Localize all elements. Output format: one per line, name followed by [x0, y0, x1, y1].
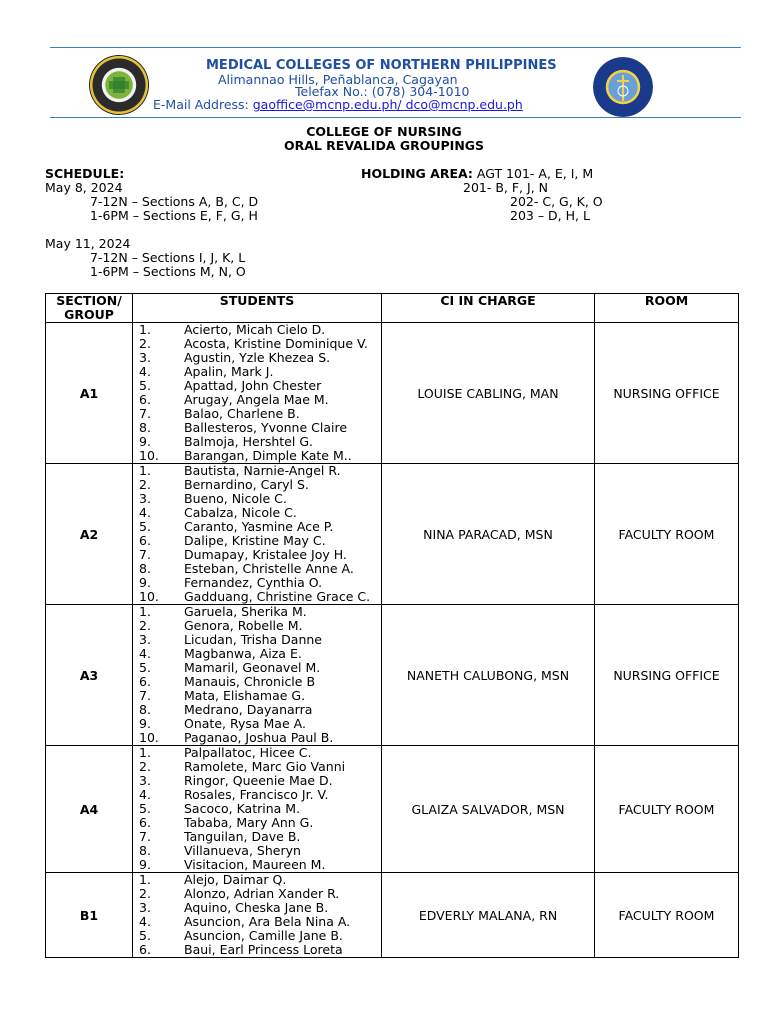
student-number: 5.	[139, 801, 151, 816]
student-name: Bernardino, Caryl S.	[184, 477, 309, 492]
student-list-item	[133, 435, 381, 449]
table-row	[46, 323, 739, 464]
student-list-item	[133, 576, 381, 590]
students-cell	[133, 323, 382, 464]
student-number: 6.	[139, 392, 151, 407]
student-number: 5.	[139, 660, 151, 675]
student-number: 4.	[139, 505, 151, 520]
student-name: Manauis, Chronicle B	[184, 674, 316, 689]
header-section-group: SECTION/ GROUP	[46, 294, 133, 323]
header-room: ROOM	[595, 294, 739, 323]
student-list-item	[133, 365, 381, 379]
schedule-date-1-am: 7-12N – Sections A, B, C, D	[90, 194, 259, 209]
student-name: Rosales, Francisco Jr. V.	[184, 787, 329, 802]
student-list-item	[133, 520, 381, 534]
table-row	[46, 464, 739, 605]
student-name: Acosta, Kristine Dominique V.	[184, 336, 368, 351]
student-number: 9.	[139, 716, 151, 731]
room-cell: FACULTY ROOM	[595, 746, 739, 873]
student-list-item	[133, 605, 381, 619]
student-list-item	[133, 323, 381, 337]
student-number: 1.	[139, 745, 151, 760]
student-list-item	[133, 379, 381, 393]
room-cell: NURSING OFFICE	[595, 323, 739, 464]
student-number: 9.	[139, 857, 151, 872]
student-list-item	[133, 844, 381, 858]
student-list-item	[133, 887, 381, 901]
school-address: Alimannao Hills, Peñablanca, Cagayan	[218, 72, 458, 87]
ci-in-charge-cell: NANETH CALUBONG, MSN	[382, 605, 595, 746]
student-name: Ringor, Queenie Mae D.	[184, 773, 333, 788]
student-list-item	[133, 421, 381, 435]
student-list-item	[133, 929, 381, 943]
student-number: 7.	[139, 406, 151, 421]
student-name: Mata, Elishamae G.	[184, 688, 306, 703]
student-list-item	[133, 830, 381, 844]
student-name: Ramolete, Marc Gio Vanni	[184, 759, 346, 774]
student-name: Apalin, Mark J.	[184, 364, 274, 379]
ci-in-charge-cell: NINA PARACAD, MSN	[382, 464, 595, 605]
student-number: 10.	[139, 730, 159, 745]
student-number: 6.	[139, 942, 151, 957]
student-number: 6.	[139, 674, 151, 689]
student-name: Palpallatoc, Hicee C.	[184, 745, 312, 760]
schedule-label: SCHEDULE:	[45, 166, 125, 181]
student-name: Dalipe, Kristine May C.	[184, 533, 326, 548]
student-list-item	[133, 901, 381, 915]
holding-area-line-4: 203 – D, H, L	[510, 208, 590, 223]
student-list-item	[133, 661, 381, 675]
student-name: Villanueva, Sheryn	[184, 843, 301, 858]
student-list	[133, 873, 381, 957]
student-list-item	[133, 464, 381, 478]
schedule-date-2: May 11, 2024	[45, 236, 131, 251]
student-list-item	[133, 731, 381, 745]
ci-in-charge-cell: LOUISE CABLING, MAN	[382, 323, 595, 464]
student-list-item	[133, 703, 381, 717]
student-name: Agustin, Yzle Khezea S.	[184, 350, 331, 365]
student-number: 1.	[139, 872, 151, 887]
students-cell	[133, 464, 382, 605]
groupings-table	[45, 293, 739, 958]
student-list-item	[133, 407, 381, 421]
student-list-item	[133, 506, 381, 520]
student-list-item	[133, 746, 381, 760]
student-number: 9.	[139, 434, 151, 449]
student-number: 3.	[139, 350, 151, 365]
ci-in-charge-cell: GLAIZA SALVADOR, MSN	[382, 746, 595, 873]
holding-area-agt: AGT 101- A, E, I, M	[472, 166, 594, 181]
schedule-date-1-pm: 1-6PM – Sections E, F, G, H	[90, 208, 258, 223]
student-list-item	[133, 802, 381, 816]
student-name: Arugay, Angela Mae M.	[184, 392, 329, 407]
document-title: ORAL REVALIDA GROUPINGS	[283, 138, 485, 153]
student-name: Esteban, Christelle Anne A.	[184, 561, 354, 576]
student-number: 5.	[139, 378, 151, 393]
student-number: 4.	[139, 914, 151, 929]
student-number: 7.	[139, 829, 151, 844]
student-number: 2.	[139, 886, 151, 901]
ci-in-charge-cell: EDVERLY MALANA, RN	[382, 873, 595, 958]
student-number: 3.	[139, 900, 151, 915]
student-name: Gadduang, Christine Grace C.	[184, 589, 371, 604]
student-number: 4.	[139, 646, 151, 661]
student-number: 7.	[139, 688, 151, 703]
student-number: 2.	[139, 336, 151, 351]
student-number: 6.	[139, 815, 151, 830]
holding-area-line-1	[361, 166, 593, 181]
student-number: 1.	[139, 463, 151, 478]
student-number: 10.	[139, 448, 159, 463]
student-list-item	[133, 590, 381, 604]
section-group-cell: A1	[46, 323, 133, 464]
student-number: 3.	[139, 773, 151, 788]
holding-area-label: HOLDING AREA:	[361, 166, 473, 181]
student-list-item	[133, 449, 381, 463]
school-telefax: Telefax No.: (078) 304-1010	[295, 84, 470, 99]
student-number: 7.	[139, 547, 151, 562]
header-bottom-rule	[50, 117, 741, 118]
school-email	[153, 97, 523, 112]
room-cell: FACULTY ROOM	[595, 873, 739, 958]
holding-area-line-2: 201- B, F, J, N	[463, 180, 548, 195]
student-list-item	[133, 689, 381, 703]
student-number: 5.	[139, 519, 151, 534]
student-number: 9.	[139, 575, 151, 590]
student-number: 8.	[139, 561, 151, 576]
student-number: 2.	[139, 759, 151, 774]
student-list-item	[133, 534, 381, 548]
student-list-item	[133, 351, 381, 365]
student-number: 3.	[139, 632, 151, 647]
header-students: STUDENTS	[133, 294, 382, 323]
school-name: MEDICAL COLLEGES OF NORTHERN PHILIPPINES	[206, 58, 557, 73]
student-number: 2.	[139, 477, 151, 492]
student-name: Genora, Robelle M.	[184, 618, 303, 633]
table-row	[46, 746, 739, 873]
student-list-item	[133, 816, 381, 830]
student-list-item	[133, 633, 381, 647]
student-name: Mamaril, Geonavel M.	[184, 660, 321, 675]
student-number: 3.	[139, 491, 151, 506]
student-list-item	[133, 858, 381, 872]
student-name: Aquino, Cheska Jane B.	[184, 900, 329, 915]
student-name: Visitacion, Maureen M.	[184, 857, 326, 872]
section-group-cell: B1	[46, 873, 133, 958]
section-group-cell: A2	[46, 464, 133, 605]
student-name: Tababa, Mary Ann G.	[184, 815, 314, 830]
student-name: Fernandez, Cynthia O.	[184, 575, 323, 590]
student-name: Onate, Rysa Mae A.	[184, 716, 306, 731]
student-number: 5.	[139, 928, 151, 943]
section-group-cell: A3	[46, 605, 133, 746]
student-number: 1.	[139, 604, 151, 619]
student-name: Asuncion, Camille Jane B.	[184, 928, 343, 943]
student-name: Medrano, Dayanarra	[184, 702, 313, 717]
student-name: Tanguilan, Dave B.	[184, 829, 301, 844]
student-name: Bueno, Nicole C.	[184, 491, 287, 506]
student-name: Paganao, Joshua Paul B.	[184, 730, 334, 745]
student-number: 4.	[139, 364, 151, 379]
student-list-item	[133, 337, 381, 351]
student-list-item	[133, 647, 381, 661]
student-name: Alonzo, Adrian Xander R.	[184, 886, 340, 901]
student-list-item	[133, 619, 381, 633]
email-label: E-Mail Address:	[153, 97, 253, 112]
college-of-nursing-logo	[593, 57, 653, 117]
holding-area-line-3: 202- C, G, K, O	[510, 194, 603, 209]
student-list-item	[133, 788, 381, 802]
table-row	[46, 873, 739, 958]
student-number: 4.	[139, 787, 151, 802]
student-list-item	[133, 774, 381, 788]
schedule-date-2-pm: 1-6PM – Sections M, N, O	[90, 264, 246, 279]
students-cell	[133, 605, 382, 746]
student-name: Cabalza, Nicole C.	[184, 505, 297, 520]
college-title: COLLEGE OF NURSING	[306, 124, 462, 139]
student-name: Balao, Charlene B.	[184, 406, 300, 421]
school-seal-logo	[89, 55, 149, 115]
header-ci-in-charge: CI IN CHARGE	[382, 294, 595, 323]
student-list	[133, 746, 381, 872]
student-list-item	[133, 760, 381, 774]
student-number: 6.	[139, 533, 151, 548]
students-cell	[133, 746, 382, 873]
student-name: Magbanwa, Aiza E.	[184, 646, 302, 661]
student-list-item	[133, 873, 381, 887]
student-list-item	[133, 915, 381, 929]
room-cell: FACULTY ROOM	[595, 464, 739, 605]
student-list-item	[133, 393, 381, 407]
student-number: 8.	[139, 420, 151, 435]
student-name: Licudan, Trisha Danne	[184, 632, 322, 647]
student-list-item	[133, 943, 381, 957]
schedule-date-2-am: 7-12N – Sections I, J, K, L	[90, 250, 246, 265]
student-list-item	[133, 717, 381, 731]
student-name: Baui, Earl Princess Loreta	[184, 942, 343, 957]
student-name: Dumapay, Kristalee Joy H.	[184, 547, 347, 562]
student-name: Ballesteros, Yvonne Claire	[184, 420, 348, 435]
student-list	[133, 323, 381, 463]
table-header-row	[46, 294, 739, 323]
student-name: Acierto, Micah Cielo D.	[184, 322, 326, 337]
student-number: 8.	[139, 702, 151, 717]
header-top-rule	[50, 47, 741, 48]
student-list-item	[133, 492, 381, 506]
student-number: 8.	[139, 843, 151, 858]
student-name: Caranto, Yasmine Ace P.	[184, 519, 334, 534]
student-name: Bautista, Narnie-Angel R.	[184, 463, 341, 478]
student-name: Barangan, Dimple Kate M..	[184, 448, 352, 463]
student-name: Alejo, Daimar Q.	[184, 872, 287, 887]
student-number: 2.	[139, 618, 151, 633]
student-name: Sacoco, Katrina M.	[184, 801, 301, 816]
student-name: Asuncion, Ara Bela Nina A.	[184, 914, 351, 929]
student-name: Garuela, Sherika M.	[184, 604, 307, 619]
room-cell: NURSING OFFICE	[595, 605, 739, 746]
student-list-item	[133, 548, 381, 562]
email-link[interactable]: gaoffice@mcnp.edu.ph/ dco@mcnp.edu.ph	[252, 97, 523, 112]
section-group-cell: A4	[46, 746, 133, 873]
table-row	[46, 605, 739, 746]
student-list	[133, 464, 381, 604]
student-number: 10.	[139, 589, 159, 604]
student-name: Apattad, John Chester	[184, 378, 322, 393]
student-name: Balmoja, Hershtel G.	[184, 434, 313, 449]
students-cell	[133, 873, 382, 958]
student-list-item	[133, 478, 381, 492]
schedule-date-1: May 8, 2024	[45, 180, 123, 195]
student-number: 1.	[139, 322, 151, 337]
student-list-item	[133, 562, 381, 576]
student-list	[133, 605, 381, 745]
student-list-item	[133, 675, 381, 689]
